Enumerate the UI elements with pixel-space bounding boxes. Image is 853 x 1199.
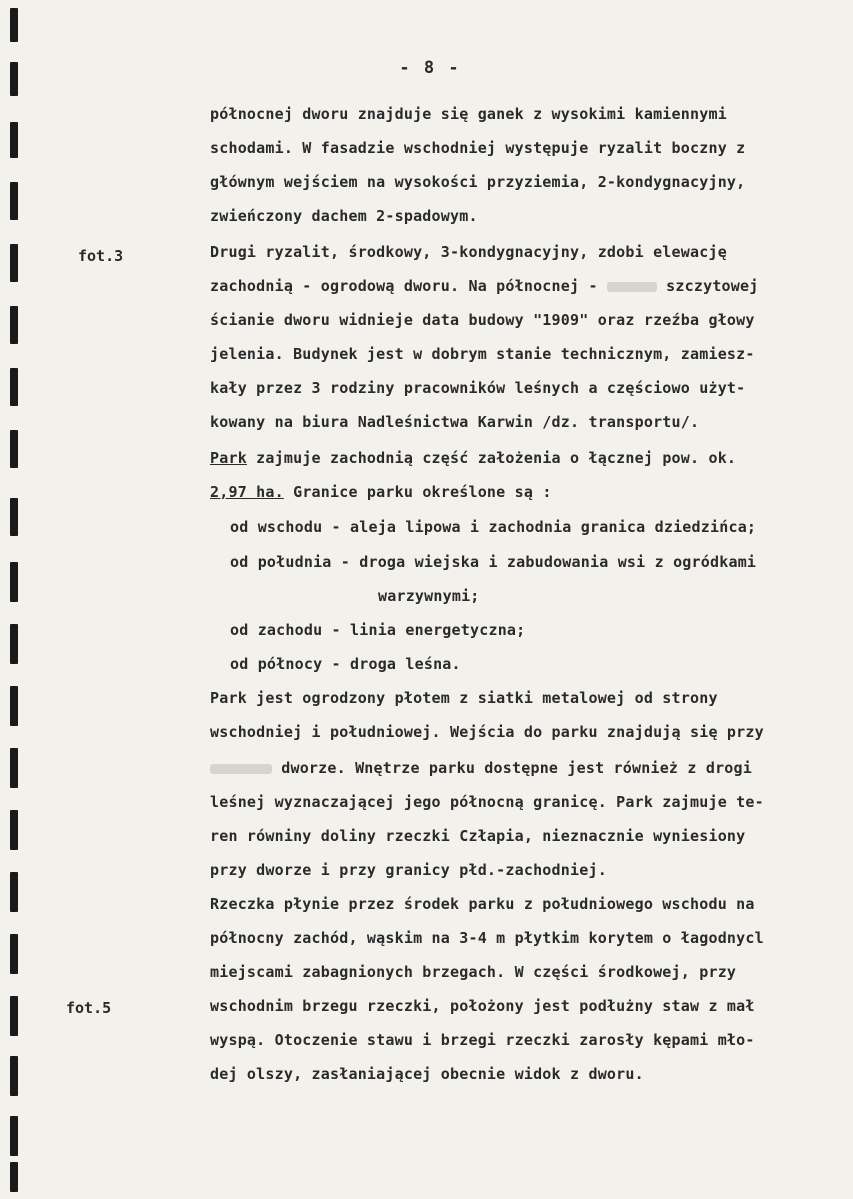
- boundary-item-continuation: warzywnymi;: [378, 587, 480, 605]
- text-segment: zachodnią - ogrodową dworu. Na północnej -: [210, 277, 598, 295]
- text-line: zwieńczony dachem 2-spadowym.: [210, 207, 478, 225]
- text-line: dej olszy, zasłaniającej obecnie widok z dworu.: [210, 1065, 644, 1083]
- text-line: schodami. W fasadzie wschodniej występuje ryzalit boczny z: [210, 139, 746, 157]
- margin-note-photo-3: fot.3: [78, 247, 124, 265]
- page-number: - 8 -: [399, 58, 461, 78]
- binding-mark: [10, 498, 18, 536]
- text-line: kowany na biura Nadleśnictwa Karwin /dz. transportu/.: [210, 413, 700, 431]
- underlined-area: 2,97 ha.: [210, 483, 284, 501]
- text-segment: Granice parku określone są :: [283, 483, 552, 501]
- redaction-smudge: [607, 282, 657, 292]
- binding-mark: [10, 748, 18, 788]
- binding-mark: [10, 306, 18, 344]
- text-line: [210, 448, 736, 468]
- text-line: Park jest ogrodzony płotem z siatki metalowej od strony: [210, 689, 718, 707]
- binding-mark: [10, 624, 18, 664]
- binding-mark: [10, 8, 18, 42]
- text-line: [210, 758, 752, 778]
- text-line: ścianie dworu widnieje data budowy "1909" oraz rzeźba głowy: [210, 311, 755, 329]
- underlined-term: Park: [210, 449, 247, 467]
- text-line: północnej dworu znajduje się ganek z wysokimi kamiennymi: [210, 105, 727, 123]
- binding-mark: [10, 244, 18, 282]
- text-line: [210, 482, 552, 502]
- text-line: wschodniej i południowej. Wejścia do parku znajdują się przy: [210, 723, 764, 741]
- text-line: leśnej wyznaczającej jego północną granicę. Park zajmuje te-: [210, 793, 764, 811]
- text-line: wschodnim brzegu rzeczki, położony jest podłużny staw z mał: [210, 997, 755, 1015]
- binding-mark: [10, 1116, 18, 1156]
- binding-mark: [10, 62, 18, 96]
- margin-note-photo-5: fot.5: [66, 999, 112, 1017]
- binding-mark: [10, 368, 18, 406]
- text-line: ren równiny doliny rzeczki Człapia, nieznacznie wyniesiony: [210, 827, 746, 845]
- boundary-item: od północy - droga leśna.: [230, 655, 461, 673]
- binding-mark: [10, 996, 18, 1036]
- redaction-smudge: [210, 764, 272, 774]
- text-line: przy dworze i przy granicy płd.-zachodniej.: [210, 861, 607, 879]
- text-line: północny zachód, wąskim na 3-4 m płytkim korytem o łagodnycl: [210, 929, 764, 947]
- binding-marks: [6, 0, 26, 1199]
- text-line: Drugi ryzalit, środkowy, 3-kondygnacyjny, zdobi elewację: [210, 243, 727, 261]
- text-segment: dworze. Wnętrze parku dostępne jest również z drogi: [281, 759, 753, 777]
- binding-mark: [10, 562, 18, 602]
- text-line: głównym wejściem na wysokości przyziemia, 2-kondygnacyjny,: [210, 173, 746, 191]
- text-line: miejscami zabagnionych brzegach. W części środkowej, przy: [210, 963, 737, 981]
- binding-mark: [10, 1162, 18, 1192]
- boundary-item: od południa - droga wiejska i zabudowania wsi z ogródkami: [230, 553, 757, 571]
- binding-mark: [10, 686, 18, 726]
- text-segment: zajmuje zachodnią część założenia o łącznej pow. ok.: [246, 449, 737, 467]
- text-line: wyspą. Otoczenie stawu i brzegi rzeczki zarosły kępami mło-: [210, 1031, 755, 1049]
- text-line: jelenia. Budynek jest w dobrym stanie technicznym, zamiesz-: [210, 345, 755, 363]
- text-line: [210, 276, 758, 296]
- binding-mark: [10, 810, 18, 850]
- boundary-item: od zachodu - linia energetyczna;: [230, 621, 526, 639]
- binding-mark: [10, 934, 18, 974]
- binding-mark: [10, 872, 18, 912]
- text-segment: szczytowej: [666, 277, 759, 295]
- binding-mark: [10, 182, 18, 220]
- text-line: kały przez 3 rodziny pracowników leśnych a częściowo użyt-: [210, 379, 746, 397]
- binding-mark: [10, 122, 18, 158]
- binding-mark: [10, 1056, 18, 1096]
- text-line: Rzeczka płynie przez środek parku z południowego wschodu na: [210, 895, 755, 913]
- boundary-item: od wschodu - aleja lipowa i zachodnia granica dziedzińca;: [230, 518, 757, 536]
- binding-mark: [10, 430, 18, 468]
